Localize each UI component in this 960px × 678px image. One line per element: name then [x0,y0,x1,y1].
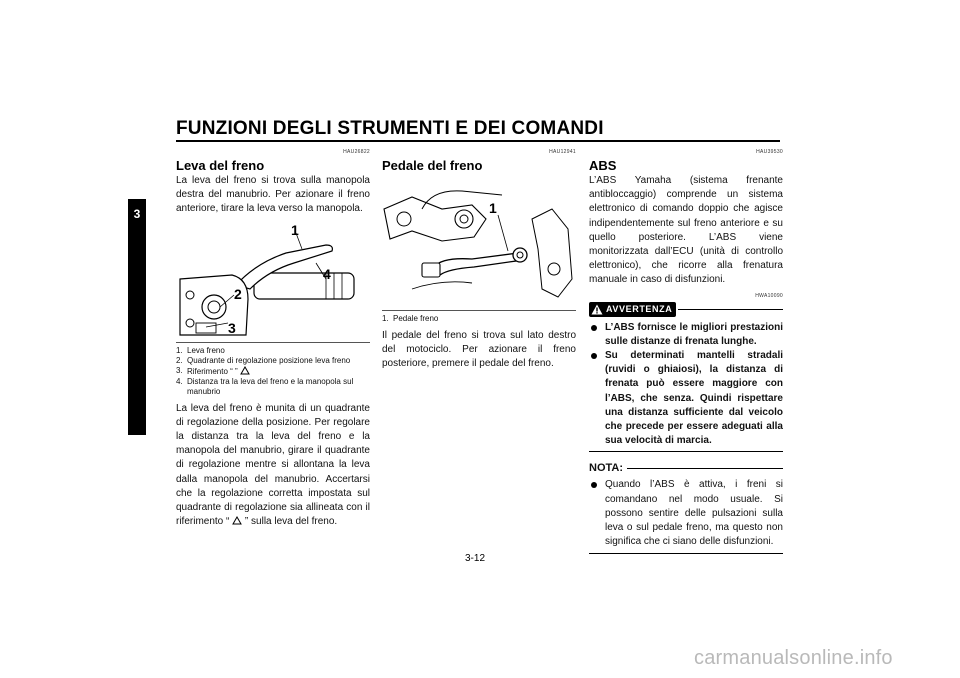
paragraph: L’ABS Yamaha (sistema frenante antibloccaggio) comprende un sistema elettronico di comando doppio che agisce indipendentemente sul freno anteriore e su quello posteriore. L’ABS viene monitorizzata dall’ECU (unità di controllo elettronico), che ricorre alla frenatura manuale in caso di disfunzioni. [589,175,783,286]
figure-label-1: 1 [291,222,299,238]
triangle-mark-icon [232,516,242,525]
caption-item: 3. Riferimento “ ” [176,366,370,377]
doc-code: HAU26822 [343,149,370,155]
section-heading: ABS [589,158,617,173]
note-header: NOTA: [589,462,783,474]
caption-item: 2. Quadrante di regolazione posizione leva freno [176,355,351,365]
doc-code: HWA10090 [755,292,783,299]
figure-captions [382,310,576,324]
list-item: Su determinati mantelli stradali (ruvidi o ghiaiosi), la distanza di frenata può essere maggiore con l’ABS, che senza. Quindi rispettare una distanza sufficiente dal veicolo che precede per essere adeguati alla sua velocità di marcia. [589,349,783,448]
page-number: 3-12 [465,553,486,564]
figure-label-2: 2 [234,285,242,302]
brake-pedal-illustration [382,179,576,307]
page-title: FUNZIONI DEGLI STRUMENTI E DEI COMANDI [176,118,604,139]
section-heading: Leva del freno [176,158,265,173]
warning-badge: AVVERTENZA [589,302,676,317]
doc-code: HAU39530 [756,149,783,155]
caption-item: 4. Distanza tra la leva del freno e la manopola sul manubrio [176,376,354,396]
figure-label-4: 4 [323,265,331,282]
warning-list [589,321,783,449]
bullet-icon [591,482,597,488]
warning-icon [591,304,603,315]
figure-label-1: 1 [489,200,497,216]
caption-item: 1. Leva freno [176,345,225,355]
list-item: Quando l’ABS è attiva, i freni si comandano nel modo usuale. Si possono sentire delle pulsazioni sulla leva o sul pedale freno, ma questo non significa che ci siano delle disfunzioni. [589,478,783,549]
caption-item: 1. Pedale freno [382,314,439,323]
bullet-icon [591,325,597,331]
brake-lever-illustration [176,223,370,339]
figure-captions [176,342,370,397]
paragraph: La leva del freno è munita di un quadrante di regolazione della posizione. Per regolare la distanza tra la leva del freno e la manopola del manubrio, girare il quadrante di regolazione mentre si allontana la leva dalla manopola del manubrio. Accertarsi che la regolazione corretta impostata sul quadrante di regolazione sia allineata con il riferimento “ ” sulla leva del freno. [176,402,370,528]
triangle-mark-icon [240,366,250,375]
section-brake-lever [176,148,370,529]
chapter-tab: 3 [128,199,146,435]
header-rule [176,140,780,142]
paragraph: Il pedale del freno si trova sul lato destro del motociclo. Per azionare il freno posteriore, premere il pedale del freno. [382,330,576,370]
bullet-icon [591,353,597,359]
list-item: L’ABS fornisce le migliori prestazioni sulle distanze di frenata lunghe. [589,321,783,349]
brake-lever-drawing [176,223,370,339]
note-end-rule [589,553,783,554]
paragraph: La leva del freno si trova sulla manopola destra del manubrio. Per azionare il freno anteriore, tirare la leva verso la manopola. [176,175,370,215]
figure-label-3: 3 [228,319,236,336]
brake-pedal-drawing [382,179,576,307]
doc-code: HAU12941 [549,149,576,155]
section-heading: Pedale del freno [382,158,483,173]
warning-header [589,302,783,317]
warning-end-rule [589,451,783,452]
section-brake-pedal [382,148,576,372]
note-list [589,478,783,549]
watermark: carmanualsonline.info [694,647,893,669]
section-abs [589,148,783,554]
